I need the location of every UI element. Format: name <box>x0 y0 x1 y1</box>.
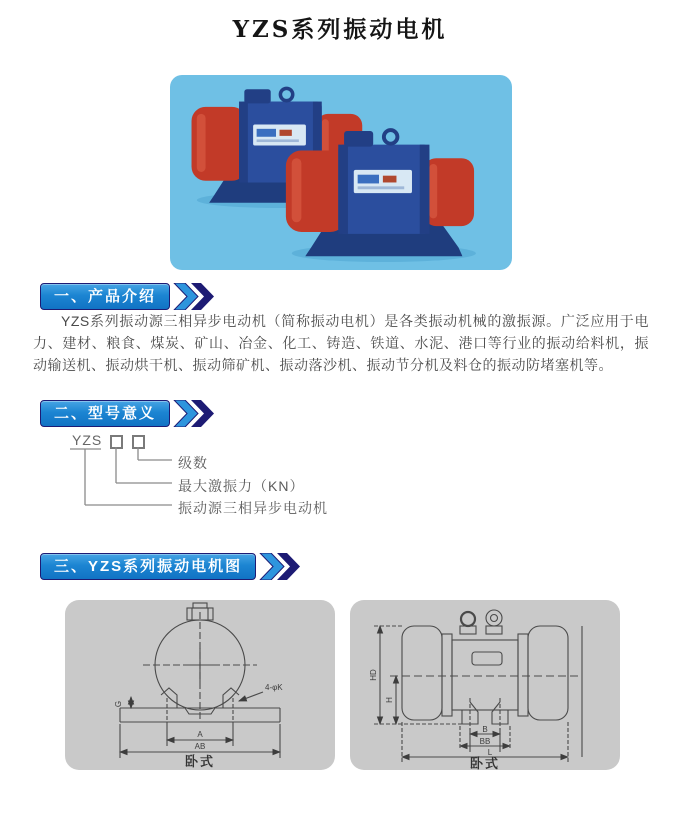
vibration-motors-image <box>170 75 512 270</box>
dim-label-hd: HD <box>369 669 378 681</box>
section-header-product-intro <box>40 283 216 310</box>
double-chevron-icon <box>258 553 302 580</box>
page-title: YZS系列振动电机 <box>232 16 448 43</box>
drawing-end-view <box>65 600 335 770</box>
dim-label-bb: BB <box>479 737 491 746</box>
drawing-caption: 卧式 <box>184 754 216 769</box>
double-chevron-icon <box>172 400 216 427</box>
section-banner-label: 三、YZS系列振动电机图 <box>40 553 256 580</box>
section-header-motor-drawing <box>40 553 302 580</box>
product-photo <box>170 75 512 270</box>
double-chevron-icon <box>172 283 216 310</box>
dim-label-l: L <box>487 748 493 757</box>
drawing-side-view <box>350 600 620 770</box>
model-meaning-diagram <box>60 432 390 537</box>
intro-paragraph: YZS系列振动源三相异步电动机（简称振动电机）是各类振动机械的激振源。广泛应用于电力、建材、粮食、煤炭、矿山、冶金、化工、铸造、铁道、水泥、港口等行业的振动给料机，振动输送机、振动烘干机、振动筛矿机、振动落沙机、振动节分机及料仓的振动防堵塞机等。 <box>33 313 649 373</box>
side-view-svg <box>350 600 620 770</box>
dim-label-g: G <box>114 700 123 708</box>
end-view-svg <box>65 600 335 770</box>
section-header-model-meaning <box>40 400 216 427</box>
dim-label-bolt-note: 4-φK <box>265 683 283 692</box>
model-label-motor: 振动源三相异步电动机 <box>178 500 328 516</box>
dim-label-ab: AB <box>194 742 206 751</box>
drawing-caption: 卧式 <box>469 756 501 770</box>
model-prefix: YZS <box>72 432 103 448</box>
section-banner-label: 二、型号意义 <box>40 400 170 427</box>
model-label-force: 最大激振力（KN） <box>178 478 305 494</box>
model-label-poles: 级数 <box>178 455 208 471</box>
dim-label-h: H <box>385 697 394 703</box>
dim-label-a: A <box>197 730 203 739</box>
section-banner-label: 一、产品介绍 <box>40 283 170 310</box>
dim-label-b: B <box>482 725 488 734</box>
